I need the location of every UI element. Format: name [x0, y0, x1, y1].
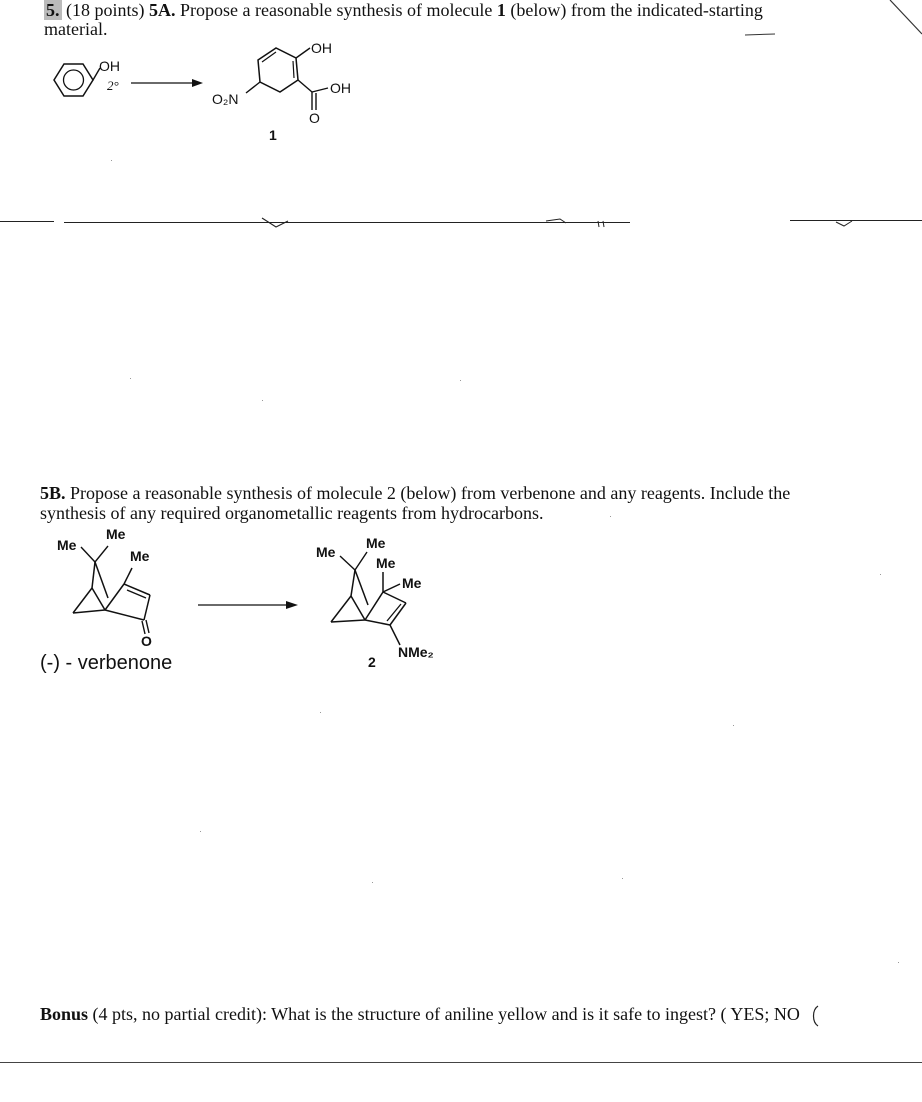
verbenone-me-top: Me [106, 526, 126, 542]
question-5b-line2: synthesis of any required organometallic reagents from hydrocarbons. [40, 503, 544, 523]
verbenone-me-right: Me [130, 548, 150, 564]
molecule-1-carbonyl-o: O [309, 110, 320, 126]
question-5a-label: 5A. [149, 0, 176, 20]
question-5b-label: 5B. [40, 483, 66, 503]
molecule-1-oh: OH [311, 40, 332, 56]
product-nme2: NMe₂ [398, 644, 434, 660]
secondary-alcohol-note: 2° [107, 78, 119, 93]
bonus-text: (4 pts, no partial credit): What is the structure of aniline yellow and is it safe to ingest? ( YES; NO [92, 1004, 800, 1024]
question-number: 5. [46, 0, 60, 20]
molecule-1-acid-oh: OH [330, 80, 351, 96]
product-me-right: Me [402, 575, 422, 591]
question-5a-text: Propose a reasonable synthesis of molecule [180, 0, 493, 20]
start-oh-label: OH [99, 58, 120, 74]
verbenone-oxygen: O [141, 633, 152, 649]
product-me-left: Me [316, 544, 336, 560]
verbenone-me-left: Me [57, 537, 77, 553]
molecule-1-label: 1 [269, 127, 277, 143]
molecule-1-nitro: O₂N [212, 91, 239, 107]
question-5b-text: Propose a reasonable synthesis of molecule 2 (below) from verbenone and any reagents. Include the [70, 483, 791, 503]
question-points: (18 points) [66, 0, 145, 20]
bottom-rule [0, 1062, 922, 1063]
product-me-top: Me [366, 535, 386, 551]
molecule-1-ref: 1 [496, 0, 506, 20]
question-5a-line2: material. [44, 19, 108, 39]
product-me-mid: Me [376, 555, 396, 571]
question-5a-text-b: (below) from the indicated-starting [510, 0, 763, 20]
verbenone-name: (-) - verbenone [40, 652, 173, 674]
molecule-2-label: 2 [368, 654, 376, 670]
bonus-label: Bonus [40, 1004, 89, 1024]
